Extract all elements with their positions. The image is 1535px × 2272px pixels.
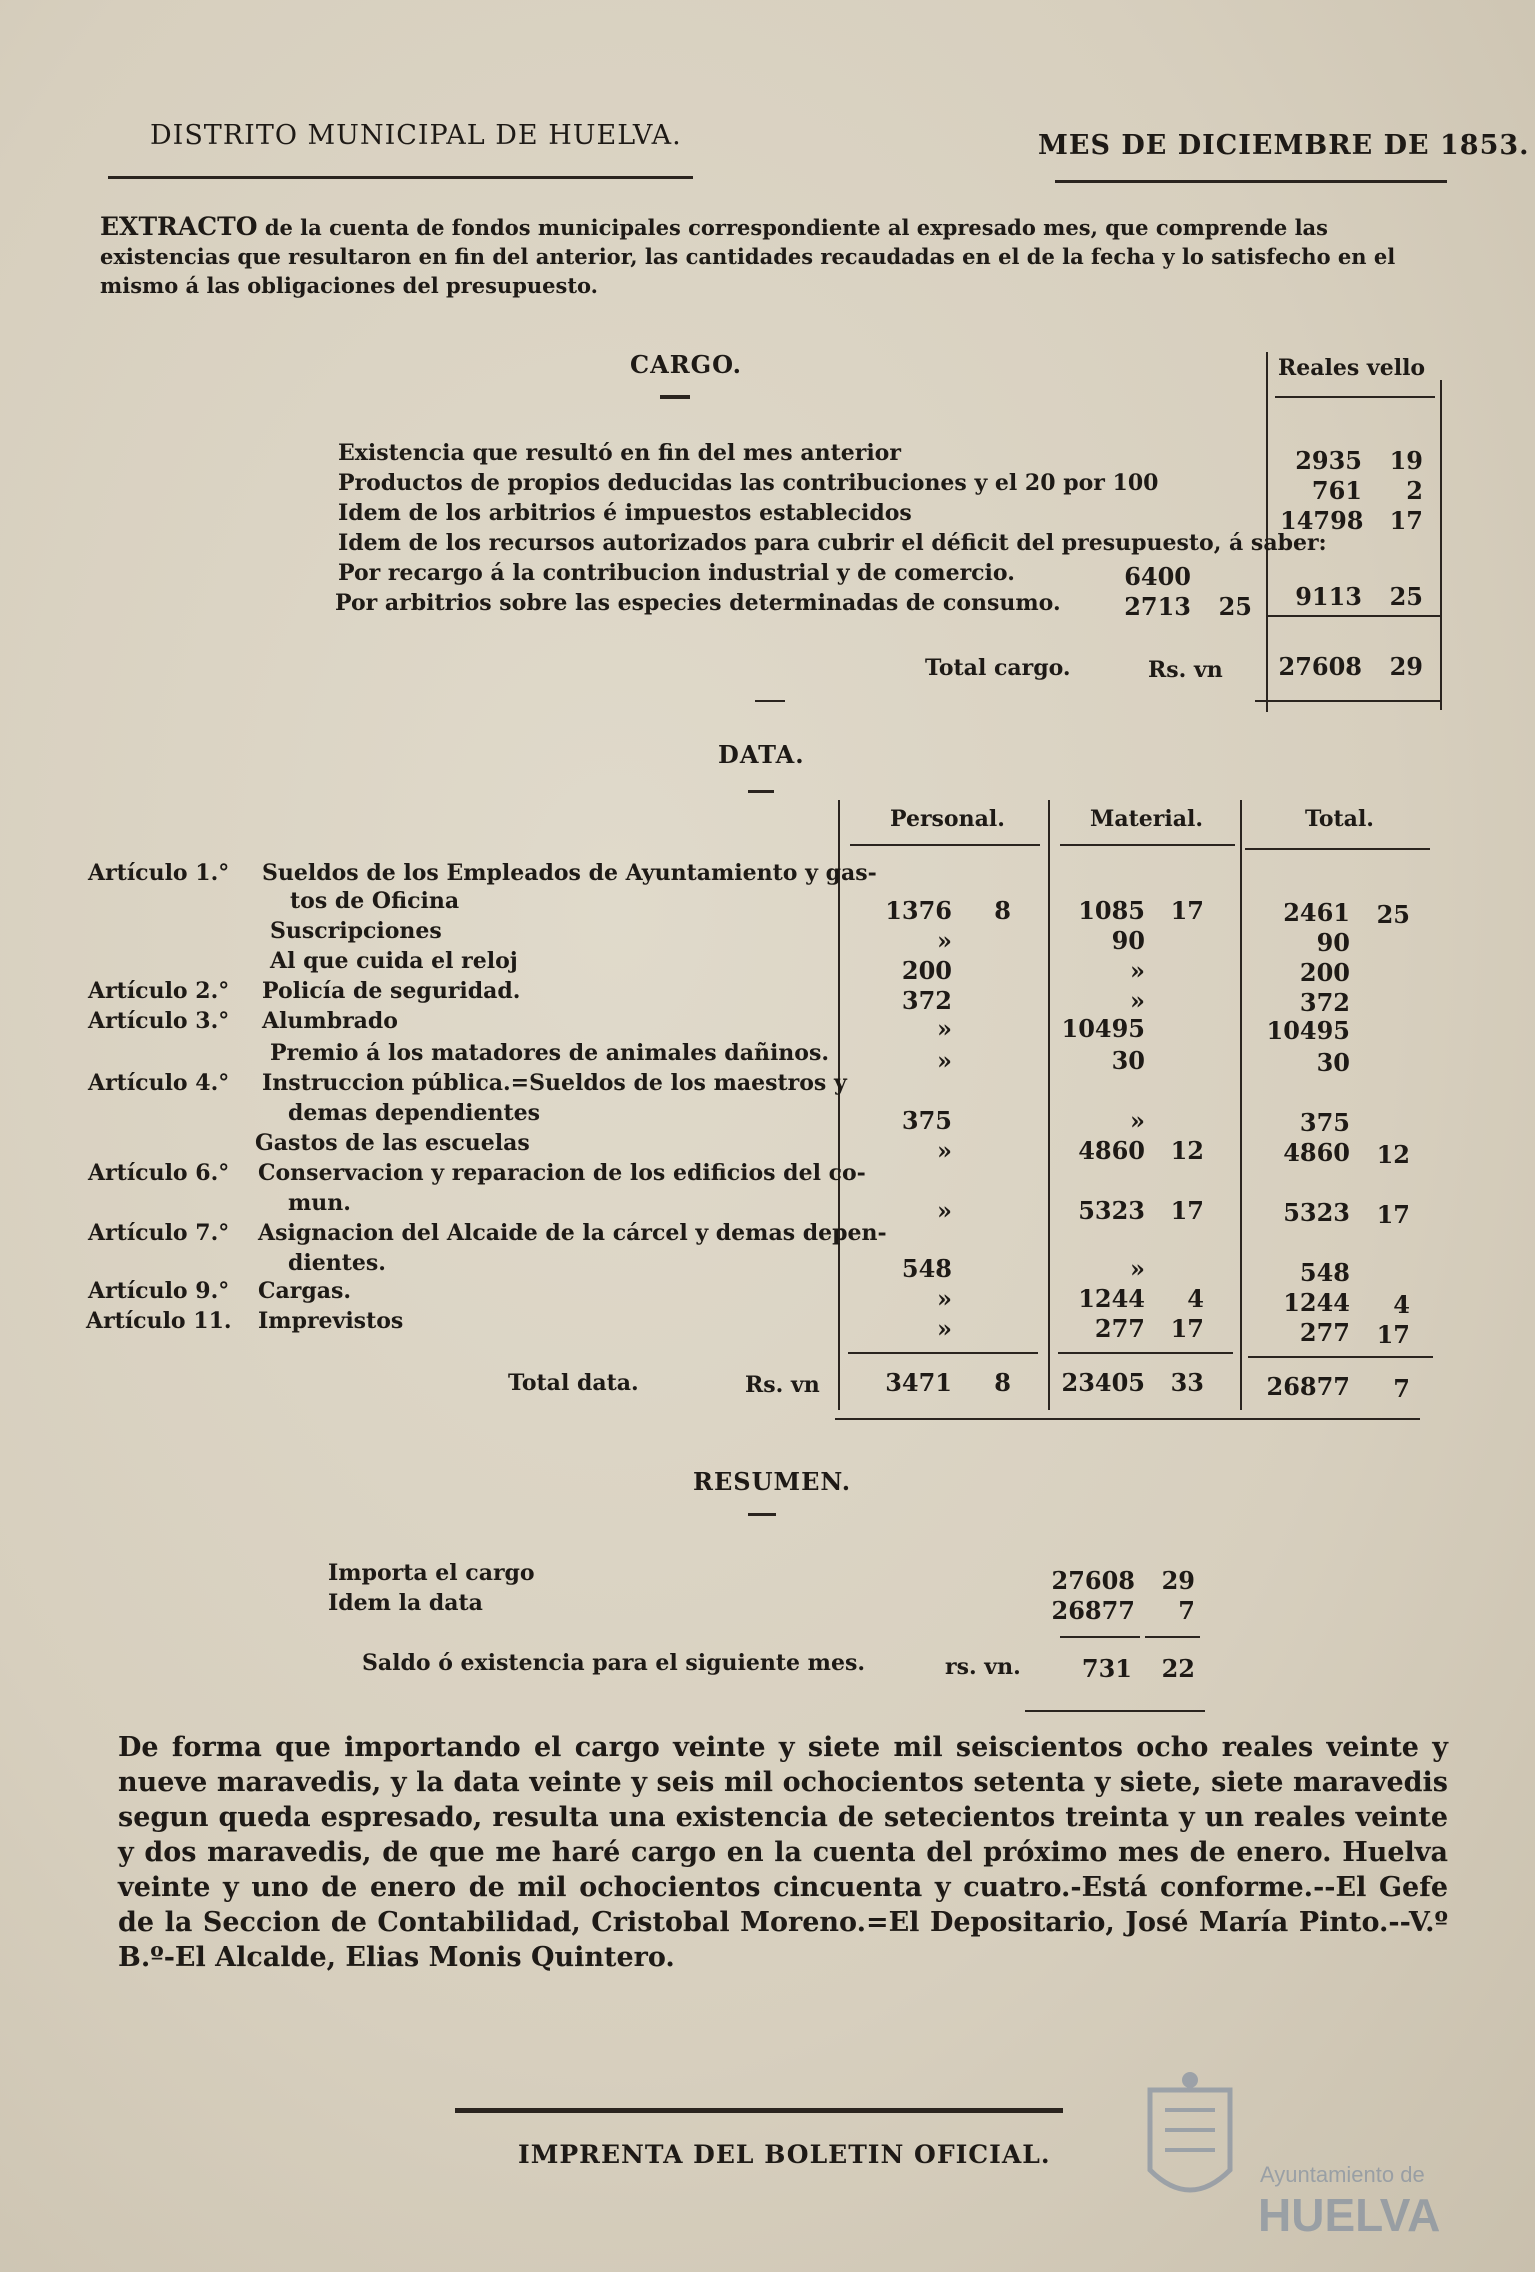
saldo-unit: rs. vn. [945,1654,1021,1680]
data-bottom-rule [835,1418,1420,1420]
data-row-label: Gastos de las escuelas [255,1130,530,1156]
data-material: » [1130,1254,1145,1283]
data-total: 375 [1299,1108,1350,1137]
data-personal: » [937,1136,952,1165]
cargo-total-mrs: 29 [1389,652,1423,681]
data-total-line-total [1248,1356,1433,1358]
data-material: 277 [1094,1314,1145,1343]
resumen-row-mrs: 7 [1178,1596,1195,1625]
data-row-label: Alumbrado [262,1008,398,1034]
data-column-total: Total. [1305,806,1374,832]
data-total-mrs: 12 [1376,1140,1410,1169]
cargo-header-underline [1275,396,1435,398]
cargo-row-reales: 9113 [1295,582,1362,611]
data-divider-personal [1048,800,1050,1410]
data-total-mrs: 25 [1376,900,1410,929]
personal-header-line [850,844,1040,846]
data-row-article: Artículo 1.° [88,860,230,886]
cargo-right-border [1440,380,1442,710]
data-row-label: dientes. [288,1250,386,1276]
data-material-mrs: 4 [1187,1284,1204,1313]
data-total: 548 [1299,1258,1350,1287]
data-material-mrs: 17 [1170,1196,1204,1225]
data-material: 5323 [1078,1196,1145,1225]
cargo-subrow-reales: 2713 [1124,592,1191,621]
cargo-dash [755,700,785,702]
data-personal: 375 [901,1106,952,1135]
data-material-mrs: 17 [1170,1314,1204,1343]
data-row-article: Artículo 7.° [88,1220,230,1246]
cargo-row-label: Idem de los recursos autorizados para cubrir el déficit del presupuesto, á saber: [338,530,1327,556]
watermark-line1: Ayuntamiento de [1260,2162,1425,2187]
data-material: 90 [1111,926,1145,955]
resumen-title-dash [748,1513,776,1516]
data-row-article: Artículo 3.° [88,1008,230,1034]
cargo-total-reales: 27608 [1278,652,1362,681]
data-material: » [1130,956,1145,985]
cargo-total-unit: Rs. vn [1148,657,1223,683]
data-row-label: Instruccion pública.=Sueldos de los maestros y [262,1070,847,1096]
cargo-row-label: Productos de propios deducidas las contribuciones y el 20 por 100 [338,470,1159,496]
data-total-mrs: 4 [1393,1290,1410,1319]
data-personal: » [937,1014,952,1043]
resumen-row-mrs: 29 [1161,1566,1195,1595]
header-rule-left [108,176,693,179]
resumen-row-label: Importa el cargo [328,1560,535,1586]
data-total-line-personal [848,1352,1038,1354]
cargo-row-mrs: 2 [1406,476,1423,505]
data-total-line-material [1058,1352,1233,1354]
total-header-line [1245,848,1430,850]
data-material: » [1130,1106,1145,1135]
data-material: 4860 [1078,1136,1145,1165]
data-row-label: Suscripciones [270,918,442,944]
data-personal: » [937,1196,952,1225]
month-header: MES DE DICIEMBRE DE 1853. [1038,130,1530,161]
data-total-unit: Rs. vn [745,1372,820,1398]
data-row-label: mun. [288,1190,351,1216]
cargo-total-label: Total cargo. [925,655,1071,681]
data-row-label: Sueldos de los Empleados de Ayuntamiento y gas- [262,860,877,886]
data-row-label: tos de Oficina [290,888,460,914]
material-header-line [1060,844,1235,846]
data-column-material: Material. [1090,806,1203,832]
data-total-total: 26877 [1266,1372,1350,1401]
data-row-label: Cargas. [258,1278,352,1304]
data-personal: 200 [901,956,952,985]
data-total: 277 [1299,1318,1350,1347]
resumen-row-reales: 26877 [1051,1596,1135,1625]
data-total: 90 [1316,928,1350,957]
data-row-label: Asignacion del Alcaide de la cárcel y demas depen- [258,1220,887,1246]
resumen-row-label: Idem la data [328,1590,483,1616]
data-personal: 372 [901,986,952,1015]
data-total-material: 23405 [1061,1368,1145,1397]
cargo-row-mrs: 25 [1389,582,1423,611]
data-row-label: Conservacion y reparacion de los edificios del co- [258,1160,866,1186]
cargo-subrow-reales: 6400 [1124,562,1191,591]
cargo-title-dash [660,395,690,399]
data-total-mrs: 17 [1376,1200,1410,1229]
data-row-label: Al que cuida el reloj [270,948,518,974]
data-total-personal: 3471 [885,1368,952,1397]
data-column-personal: Personal. [890,806,1005,832]
data-total-total-mrs: 7 [1393,1374,1410,1403]
data-row-label: Policía de seguridad. [262,978,521,1004]
cargo-column-header: Reales vello [1278,355,1426,381]
cargo-title: CARGO. [630,350,743,379]
data-divider-labels [838,800,840,1410]
data-row-label: demas dependientes [288,1100,540,1126]
data-title: DATA. [718,740,805,769]
data-total-personal-mrs: 8 [994,1368,1011,1397]
data-total-mrs: 17 [1376,1320,1410,1349]
saldo-reales: 731 [1081,1654,1132,1683]
data-total-label: Total data. [508,1370,639,1396]
data-personal: 548 [901,1254,952,1283]
resumen-line-reales [1060,1636,1140,1638]
data-total: 5323 [1283,1198,1350,1227]
cargo-row-mrs: 19 [1389,446,1423,475]
data-total: 30 [1316,1048,1350,1077]
data-total: 2461 [1283,898,1350,927]
data-personal: » [937,1046,952,1075]
data-row-article: Artículo 4.° [88,1070,230,1096]
data-row-article: Artículo 9.° [88,1278,230,1304]
footer-rule [455,2108,1063,2113]
data-row-article: Artículo 2.° [88,978,230,1004]
intro-text: de la cuenta de fondos municipales correspondiente al expresado mes, que comprende las existencias que resultaron en fin del anterior, las cantidades recaudadas en el de la fecha y lo satisfecho en el mismo á las obligaciones del presupuesto. [100,215,1396,298]
saldo-mrs: 22 [1161,1654,1195,1683]
data-material-mrs: 17 [1170,896,1204,925]
resumen-line-mrs [1145,1636,1200,1638]
cargo-row-label: Existencia que resultó en fin del mes anterior [338,440,901,466]
cargo-total-topline [1268,615,1440,617]
data-total: 10495 [1266,1016,1350,1045]
watermark-line2: HUELVA [1258,2189,1441,2241]
data-material: 1085 [1078,896,1145,925]
district-header: DISTRITO MUNICIPAL DE HUELVA. [150,120,682,151]
data-row-label: Premio á los matadores de animales dañinos. [270,1040,830,1066]
intro-lead: EXTRACTO [100,212,258,241]
resumen-title: RESUMEN. [693,1467,852,1496]
data-row-article: Artículo 11. [86,1308,232,1334]
data-title-dash [748,790,774,793]
cargo-row-reales: 2935 [1295,446,1362,475]
data-material: » [1130,986,1145,1015]
saldo-label: Saldo ó existencia para el siguiente mes. [362,1650,865,1676]
cargo-total-underline [1255,700,1440,702]
cargo-row-mrs: 17 [1389,506,1423,535]
data-row-label: Imprevistos [258,1308,404,1334]
cargo-row-label: Por recargo á la contribucion industrial y de comercio. [338,560,1015,586]
header-rule-right [1055,180,1447,183]
data-total: 4860 [1283,1138,1350,1167]
data-total-material-mrs: 33 [1170,1368,1204,1397]
data-total: 1244 [1283,1288,1350,1317]
imprint-footer: IMPRENTA DEL BOLETIN OFICIAL. [518,2140,1051,2169]
data-row-article: Artículo 6.° [88,1160,230,1186]
data-total: 200 [1299,958,1350,987]
cargo-row-label: Idem de los arbitrios é impuestos establecidos [338,500,912,526]
data-personal-mrs: 8 [994,896,1011,925]
data-divider-material [1240,800,1242,1410]
watermark-logo [1120,2070,1460,2250]
cargo-row-reales: 14798 [1280,506,1364,535]
cargo-subrow-mrs: 25 [1218,592,1252,621]
cargo-row-reales: 761 [1311,476,1362,505]
saldo-underline [1025,1710,1205,1712]
data-material: 30 [1111,1046,1145,1075]
data-personal: » [937,1284,952,1313]
data-material: 1244 [1078,1284,1145,1313]
data-personal: » [937,926,952,955]
data-personal: » [937,1314,952,1343]
data-material-mrs: 12 [1170,1136,1204,1165]
data-total: 372 [1299,988,1350,1017]
cargo-row-label: Por arbitrios sobre las especies determinadas de consumo. [335,590,1061,616]
data-personal: 1376 [885,896,952,925]
resumen-row-reales: 27608 [1051,1566,1135,1595]
intro-paragraph [100,212,1450,300]
data-material: 10495 [1061,1014,1145,1043]
closing-paragraph: De forma que importando el cargo veinte y siete mil seiscientos ocho reales veinte y nueve maravedis, y la data veinte y seis mil ochocientos setenta y siete, siete maravedis segun queda espresado, resulta una existencia de setecientos treinta y un reales veinte y dos maravedis, de que me haré cargo en la cuenta del próximo mes de enero. Huelva veinte y uno de enero de mil ochocientos cincuenta y cuatro.-Está conforme.--El Gefe de la Seccion de Contabilidad, Cristobal Moreno.=El Depositario, José María Pinto.--V.º B.º-El Alcalde, Elias Monis Quintero. [118,1732,1448,1973]
